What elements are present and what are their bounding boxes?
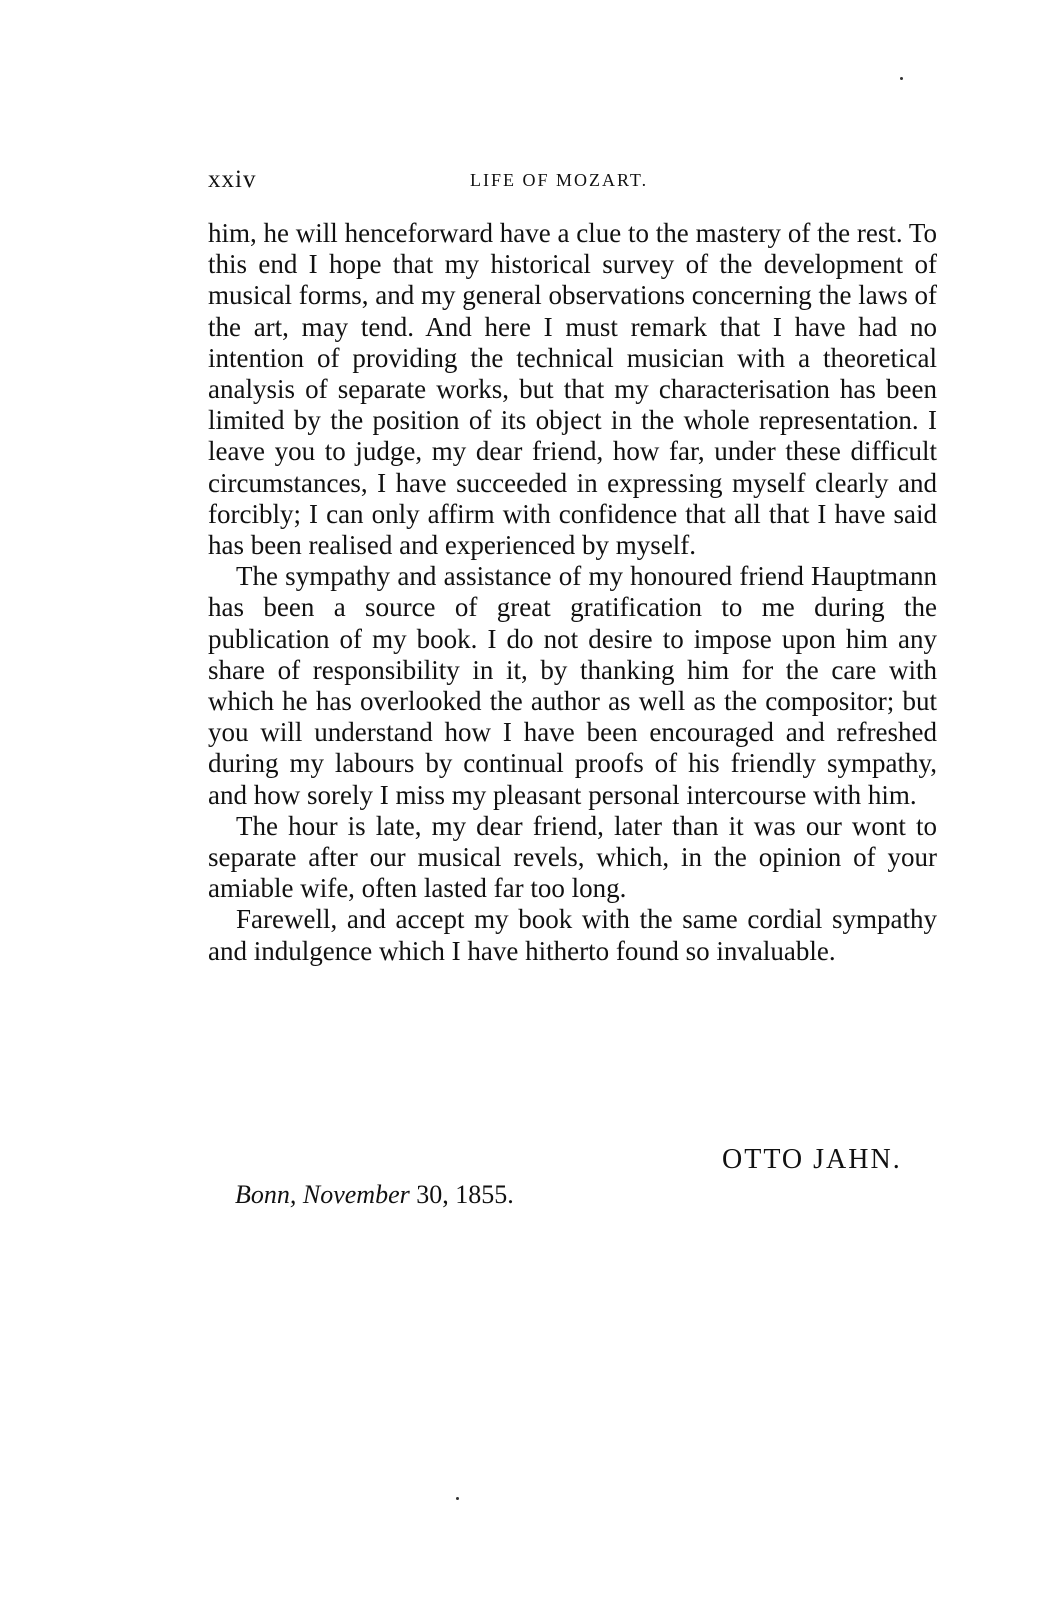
page-number: xxiv xyxy=(208,166,257,193)
paragraph-continuation: him, he will henceforward have a clue to the mastery of the rest. To this end I hope that my historical survey of the development of musical forms, and my general observations concerning the laws of the art, may tend. And here I must remark that I have had no intention of providing the technical musician with a theoretical analysis of separate works, but that my characterisation has been limited by the position of its object in the whole representation. I leave you to judge, my dear friend, how far, under these difficult circumstances, I have succeeded in expressing myself clearly and forcibly; I can only affirm with confidence that all that I have said has been realised and experienced by myself. xyxy=(208,218,937,561)
paragraph-hour-late: The hour is late, my dear friend, later than it was our wont to separate after our musical revels, which, in the opinion of your amiable wife, often lasted far too long. xyxy=(208,810,937,904)
page-header xyxy=(208,166,938,196)
print-speck xyxy=(456,1497,459,1500)
paragraph-hauptmann: The sympathy and assistance of my honoured friend Hauptmann has been a source of great gratification to me during the publication of my book. I do not desire to impose upon him any share of responsibility in it, by thanking him for the care with which he has overlooked the author as well as the compositor; but you will understand how I have been encouraged and refreshed during my labours by continual proofs of his friendly sympathy, and how sorely I miss my pleasant personal intercourse with him. xyxy=(208,561,937,810)
author-signature: OTTO JAHN. xyxy=(722,1144,902,1175)
dateline-place-month: Bonn, November xyxy=(235,1180,410,1209)
running-title: LIFE OF MOZART. xyxy=(470,170,649,190)
print-speck xyxy=(900,77,903,80)
body-text xyxy=(208,218,937,967)
dateline-day-year: 30, 1855. xyxy=(416,1180,514,1209)
paragraph-farewell: Farewell, and accept my book with the same cordial sympathy and indulgence which I have hitherto found so invaluable. xyxy=(208,904,937,966)
dateline xyxy=(235,1180,514,1210)
